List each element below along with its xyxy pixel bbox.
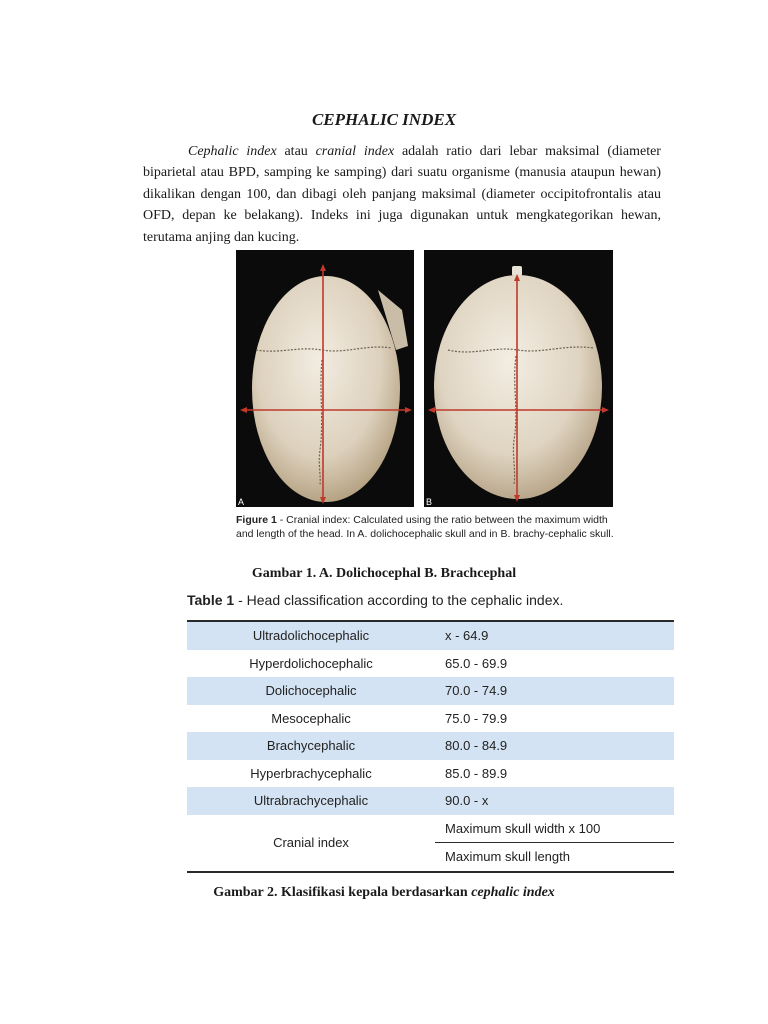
classification-name: Mesocephalic [271,710,351,726]
index-range: 85.0 - 89.9 [445,765,508,781]
gambar-2-term: cephalic index [471,885,555,900]
formula-denominator: Maximum skull length [445,849,570,865]
classification-name: Dolichocephalic [187,677,435,705]
panel-label-a: A [238,497,245,507]
term-cranial-index: cranial index [315,144,395,159]
classification-name: Hyperbrachycephalic [250,765,372,781]
figure-caption-text: - Cranial index: Calculated using the ratio between the maximum width and length of the head. In A. dolichocephalic skull and in B. brachy-cephalic skull. [236,514,614,540]
table-row [187,677,674,705]
index-range: x - 64.9 [435,621,674,650]
figure-caption [236,514,621,541]
table-row [187,650,674,678]
skull-illustration-b [424,250,613,507]
index-range: 70.0 - 74.9 [435,677,674,705]
skull-photo-dolichocephalic [236,250,414,507]
classification-name: Ultrabrachycephalic [187,787,435,815]
index-range: 90.0 - x [435,787,674,815]
formula-name: Cranial index [273,835,349,850]
classification-name: Ultradolichocephalic [187,621,435,650]
classification-name: Hyperdolichocephalic [249,655,373,671]
term-cephalic-index: Cephalic index [188,144,277,159]
table-row [187,760,674,788]
cephalic-index-table [187,620,674,873]
index-range: 75.0 - 79.9 [445,710,508,726]
paragraph-text-2: adalah ratio dari lebar maksimal (diameter biparietal atau BPD, samping ke samping) dari suatu organisme (manusia ataupun hewan) dikalikan dengan 100, dan dibagi oleh panjang maksimal (diameter occipitofrontalis atau OFD, depan ke belakang). Indeks ini juga digunakan untuk mengkategorikan hewan, terutama anjing dan kucing. [143,144,661,245]
table-row [187,621,674,650]
intro-paragraph [143,141,661,248]
skull-photo-brachycephalic [424,250,613,507]
formula-row [187,815,674,843]
table-title-text: - Head classification according to the cephalic index. [234,592,564,608]
index-range: 80.0 - 84.9 [435,732,674,760]
gambar-2-caption [0,885,768,901]
paragraph-text-1: atau [276,144,316,159]
formula-numerator: Maximum skull width x 100 [435,815,674,843]
table-title-label: Table 1 [187,592,235,608]
table-title [187,592,563,608]
table-row [187,732,674,760]
classification-name: Brachycephalic [187,732,435,760]
panel-label-b: B [426,497,433,507]
gambar-1-caption: Gambar 1. A. Dolichocephal B. Brachcephal [251,566,517,581]
gambar-2-text: Gambar 2. Klasifikasi kepala berdasarkan [213,885,472,900]
table-row [187,787,674,815]
index-range: 65.0 - 69.9 [445,655,508,671]
table-row [187,705,674,733]
page-title: CEPHALIC INDEX [311,110,457,129]
skull-illustration-a [236,250,414,507]
figure-caption-label: Figure 1 [236,514,277,526]
